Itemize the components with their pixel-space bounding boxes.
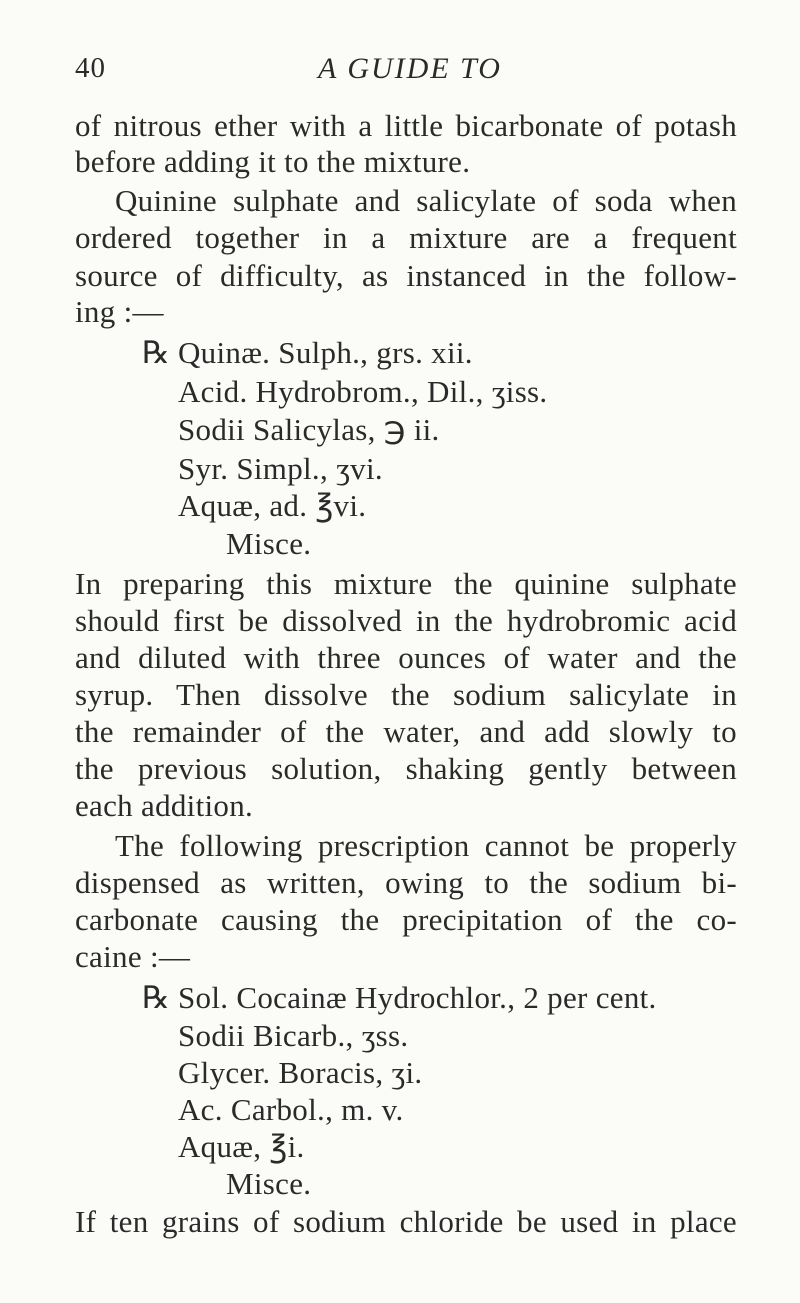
text-line: the remainder of the water, and add slowly to — [75, 714, 737, 749]
ingredient: Aquæ, ad. ℥vi. — [178, 488, 367, 523]
ingredient: Sodii Salicylas, ℈ ii. — [178, 412, 440, 447]
text-line: The following prescription cannot be properly — [115, 828, 737, 863]
page-number: 40 — [75, 52, 106, 84]
text-line: ing :— — [75, 294, 164, 329]
text-line: should first be dissolved in the hydrobromic acid — [75, 603, 737, 638]
text-line: In preparing this mixture the quinine sulphate — [75, 566, 737, 601]
ingredient: Sol. Cocainæ Hydrochlor., 2 per cent. — [178, 980, 657, 1015]
text-line: Quinine sulphate and salicylate of soda when — [115, 183, 737, 218]
page-header — [0, 52, 800, 92]
prescription-line — [142, 335, 473, 371]
ingredient: Glycer. Boracis, ʒi. — [178, 1055, 423, 1090]
text-line: dispensed as written, owing to the sodium bi- — [75, 865, 737, 900]
ingredient: Acid. Hydrobrom., Dil., ʒiss. — [178, 374, 548, 409]
ingredient: Syr. Simpl., ʒvi. — [178, 451, 383, 486]
misce: Misce. — [226, 1166, 312, 1201]
rx-symbol: ℞ — [142, 335, 171, 370]
text-line: source of difficulty, as instanced in the follow- — [75, 258, 737, 293]
ingredient: Ac. Carbol., m. v. — [178, 1092, 404, 1127]
text-line: carbonate causing the precipitation of the co- — [75, 902, 737, 937]
rx-symbol: ℞ — [142, 980, 171, 1015]
text-line: before adding it to the mixture. — [75, 144, 471, 179]
text-line: ordered together in a mixture are a frequent — [75, 220, 737, 255]
running-title: A GUIDE TO — [318, 52, 502, 85]
text-line: caine :— — [75, 939, 191, 974]
text-line: each addition. — [75, 788, 254, 823]
prescription-line — [142, 980, 657, 1016]
misce: Misce. — [226, 526, 312, 561]
text-line: of nitrous ether with a little bicarbonate of potash — [75, 108, 737, 143]
ingredient: Sodii Bicarb., ʒss. — [178, 1018, 409, 1053]
text-line: the previous solution, shaking gently between — [75, 751, 737, 786]
ingredient: Aquæ, ℥i. — [178, 1129, 305, 1164]
text-line: and diluted with three ounces of water and the — [75, 640, 737, 675]
text-line: syrup. Then dissolve the sodium salicylate in — [75, 677, 737, 712]
ingredient: Quinæ. Sulph., grs. xii. — [178, 335, 473, 370]
text-line: If ten grains of sodium chloride be used in place — [75, 1204, 737, 1239]
